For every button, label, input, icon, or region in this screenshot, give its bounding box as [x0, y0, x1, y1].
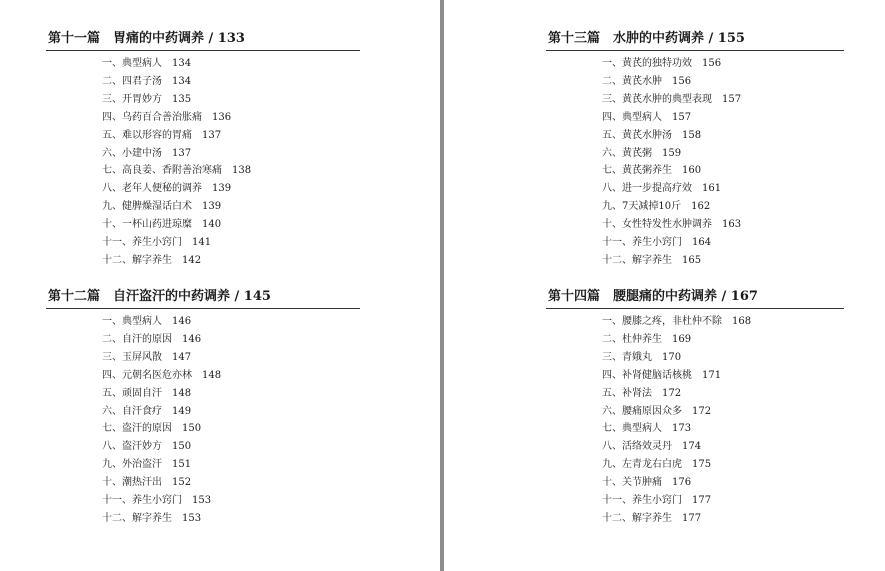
toc-entry-label: 七、典型病人: [602, 423, 662, 435]
toc-entry[interactable]: [602, 349, 844, 367]
toc-entry[interactable]: [102, 145, 360, 163]
toc-entry-page: 176: [672, 477, 692, 489]
toc-entry[interactable]: [602, 367, 844, 385]
chapter-rule: [546, 308, 844, 309]
toc-entry-label: 一、腰膝之疼，非杜仲不除: [602, 316, 722, 327]
toc-entry-page: 169: [672, 333, 692, 345]
toc-entry-label: 九、左青龙右白虎: [602, 459, 682, 471]
toc-entry-page: 141: [192, 237, 212, 249]
toc-list: [102, 55, 360, 270]
toc-entry[interactable]: [602, 145, 844, 163]
toc-entry[interactable]: [602, 127, 844, 145]
toc-entry-page: 149: [172, 405, 192, 417]
toc-entry[interactable]: [602, 474, 844, 492]
chapter-title: 第十二篇 自汗盗汗的中药调养 / 145: [48, 289, 271, 304]
toc-entry-label: 二、四君子汤: [102, 75, 162, 87]
toc-entry-label: 十二、解字养生: [602, 512, 672, 524]
toc-entry-label: 八、进一步提高疗效: [602, 183, 692, 195]
toc-entry[interactable]: [102, 162, 360, 180]
toc-entry-label: 十二、解字养生: [102, 254, 172, 266]
toc-entry-page: 174: [682, 441, 702, 453]
toc-entry[interactable]: [102, 331, 360, 349]
toc-entry-page: 139: [202, 201, 222, 213]
toc-entry[interactable]: [102, 403, 360, 421]
toc-entry[interactable]: [602, 109, 844, 127]
toc-entry-page: 153: [182, 512, 202, 524]
toc-entry[interactable]: [602, 438, 844, 456]
toc-entry-label: 一、黄芪的独特功效: [602, 58, 692, 69]
toc-entry-page: 152: [172, 477, 192, 489]
toc-entry[interactable]: [102, 252, 360, 270]
toc-entry[interactable]: [602, 385, 844, 403]
toc-entry-label: 四、典型病人: [602, 111, 662, 123]
chapter-rule: [46, 308, 360, 309]
toc-entry[interactable]: [602, 216, 844, 234]
left-page: [0, 0, 440, 571]
toc-entry[interactable]: [602, 198, 844, 216]
toc-entry-page: 142: [182, 254, 202, 266]
toc-entry-label: 三、黄芪水肿的典型表现: [602, 93, 712, 105]
toc-entry[interactable]: [602, 234, 844, 252]
toc-entry[interactable]: [102, 73, 360, 91]
toc-entry[interactable]: [602, 313, 844, 331]
toc-entry-page: 138: [232, 165, 252, 177]
toc-entry[interactable]: [102, 313, 360, 331]
toc-entry-label: 十、一杯山药进琼糜: [102, 219, 192, 231]
toc-entry[interactable]: [102, 474, 360, 492]
toc-entry[interactable]: [102, 216, 360, 234]
toc-entry[interactable]: [602, 510, 844, 528]
toc-entry-page: 158: [682, 129, 702, 141]
toc-entry-label: 五、难以形容的胃痛: [102, 129, 192, 141]
toc-entry-label: 二、杜仲养生: [602, 333, 662, 345]
toc-entry-page: 159: [662, 147, 682, 159]
toc-entry-label: 十二、解字养生: [602, 254, 672, 266]
toc-entry-label: 七、盗汗的原因: [102, 423, 172, 435]
toc-entry[interactable]: [102, 109, 360, 127]
toc-entry[interactable]: [102, 127, 360, 145]
toc-entry[interactable]: [102, 367, 360, 385]
toc-entry-label: 七、黄芪粥养生: [602, 165, 672, 177]
toc-entry[interactable]: [102, 180, 360, 198]
toc-entry[interactable]: [102, 420, 360, 438]
toc-entry-label: 四、补肾健脑话核桃: [602, 369, 692, 381]
toc-entry-label: 八、活络效灵丹: [602, 441, 672, 453]
toc-entry-label: 四、乌药百合善治胀痛: [102, 111, 202, 123]
toc-entry-label: 八、盗汗妙方: [102, 441, 162, 453]
toc-entry-label: 三、玉屏风散: [102, 351, 162, 363]
toc-entry-label: 六、自汗食疗: [102, 405, 162, 417]
toc-entry-label: 六、腰痛原因众多: [602, 405, 682, 417]
toc-entry-page: 147: [172, 351, 192, 363]
toc-entry-label: 九、外治盗汗: [102, 459, 162, 471]
toc-entry[interactable]: [102, 510, 360, 528]
toc-entry[interactable]: [602, 252, 844, 270]
toc-entry[interactable]: [102, 456, 360, 474]
toc-entry[interactable]: [602, 456, 844, 474]
toc-entry-page: 137: [172, 147, 192, 159]
toc-entry-page: 175: [692, 459, 712, 471]
toc-entry-page: 157: [722, 93, 742, 105]
toc-entry-label: 九、健脾燥湿话白术: [102, 201, 192, 213]
toc-entry-label: 五、顽固自汗: [102, 387, 162, 399]
toc-entry-label: 九、7天减掉10斤: [602, 201, 682, 213]
right-page: [444, 0, 885, 571]
toc-entry-page: 146: [172, 316, 192, 327]
toc-entry-label: 十、关节肿痛: [602, 477, 662, 489]
chapter-rule: [546, 50, 844, 51]
toc-entry-page: 148: [172, 387, 192, 399]
toc-entry-label: 十一、养生小窍门: [602, 237, 682, 249]
toc-entry[interactable]: [602, 91, 844, 109]
toc-entry-page: 137: [202, 129, 222, 141]
toc-entry-page: 162: [691, 201, 711, 213]
toc-entry[interactable]: [102, 492, 360, 510]
toc-entry-page: 156: [672, 75, 692, 87]
toc-entry-page: 163: [722, 219, 742, 231]
toc-entry-label: 一、典型病人: [102, 316, 162, 327]
toc-entry[interactable]: [602, 420, 844, 438]
toc-entry-page: 148: [202, 369, 222, 381]
toc-entry[interactable]: [102, 198, 360, 216]
toc-entry-page: 177: [692, 495, 712, 507]
chapter-rule: [46, 50, 360, 51]
toc-entry-page: 136: [212, 111, 232, 123]
toc-entry-page: 168: [732, 316, 752, 327]
toc-entry-label: 一、典型病人: [102, 58, 162, 69]
toc-entry-page: 146: [182, 333, 202, 345]
chapter-title: 第十四篇 腰腿痛的中药调养 / 167: [548, 289, 758, 304]
toc-entry-page: 139: [212, 183, 232, 195]
toc-entry-page: 161: [702, 183, 722, 195]
toc-entry-page: 173: [672, 423, 692, 435]
toc-entry[interactable]: [602, 73, 844, 91]
toc-entry[interactable]: [102, 438, 360, 456]
toc-entry[interactable]: [102, 234, 360, 252]
toc-entry-page: 156: [702, 58, 722, 69]
toc-entry-page: 164: [692, 237, 712, 249]
toc-entry[interactable]: [602, 162, 844, 180]
toc-entry-label: 四、元朝名医危亦林: [102, 369, 192, 381]
toc-entry-label: 十二、解字养生: [102, 512, 172, 524]
toc-entry[interactable]: [102, 55, 360, 73]
toc-entry-label: 六、黄芪粥: [602, 147, 652, 159]
chapter-title: 第十一篇 胃痛的中药调养 / 133: [48, 31, 245, 46]
toc-entry-page: 171: [702, 369, 722, 381]
toc-entry-page: 170: [662, 351, 682, 363]
toc-entry-label: 十一、养生小窍门: [102, 237, 182, 249]
toc-entry-label: 二、黄芪水肿: [602, 75, 662, 87]
toc-entry-label: 十一、养生小窍门: [602, 495, 682, 507]
toc-entry-page: 140: [202, 219, 222, 231]
toc-entry[interactable]: [102, 91, 360, 109]
toc-entry-page: 160: [682, 165, 702, 177]
toc-entry-label: 五、补肾法: [602, 387, 652, 399]
chapter-13: [546, 30, 844, 270]
toc-entry-label: 十一、养生小窍门: [102, 495, 182, 507]
toc-entry-label: 十、女性特发性水肿调养: [602, 219, 712, 231]
toc-entry-page: 172: [662, 387, 682, 399]
toc-entry-page: 157: [672, 111, 692, 123]
toc-entry[interactable]: [102, 349, 360, 367]
toc-entry-label: 三、开胃妙方: [102, 93, 162, 105]
toc-entry-label: 七、高良姜、香附善治寒痛: [102, 165, 222, 177]
toc-entry-page: 150: [172, 441, 192, 453]
toc-list: [602, 55, 844, 270]
toc-entry-label: 八、老年人便秘的调养: [102, 183, 202, 195]
toc-entry-page: 177: [682, 512, 702, 524]
toc-entry-page: 153: [192, 495, 212, 507]
toc-entry[interactable]: [102, 385, 360, 403]
toc-entry-label: 五、黄芪水肿汤: [602, 129, 672, 141]
toc-entry[interactable]: [602, 55, 844, 73]
chapter-12: [46, 288, 360, 528]
toc-entry-page: 165: [682, 254, 702, 266]
chapter-title: 第十三篇 水肿的中药调养 / 155: [548, 31, 745, 46]
toc-entry-label: 二、自汗的原因: [102, 333, 172, 345]
chapter-14: [546, 288, 844, 528]
toc-entry[interactable]: [602, 492, 844, 510]
toc-entry[interactable]: [602, 180, 844, 198]
toc-entry-page: 134: [172, 58, 192, 69]
toc-entry-label: 三、青娥丸: [602, 351, 652, 363]
toc-entry[interactable]: [602, 331, 844, 349]
toc-entry-label: 十、潮热汗出: [102, 477, 162, 489]
toc-entry-label: 六、小建中汤: [102, 147, 162, 159]
toc-entry-page: 134: [172, 75, 192, 87]
toc-entry-page: 151: [172, 459, 192, 471]
toc-entry[interactable]: [602, 403, 844, 421]
toc-list: [102, 313, 360, 528]
chapter-11: [46, 30, 360, 270]
toc-entry-page: 150: [182, 423, 202, 435]
toc-entry-page: 135: [172, 93, 192, 105]
toc-entry-page: 172: [692, 405, 712, 417]
toc-list: [602, 313, 844, 528]
